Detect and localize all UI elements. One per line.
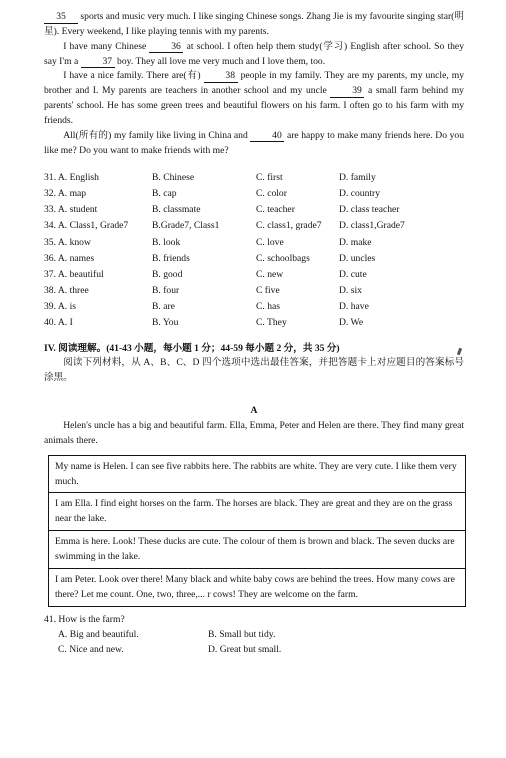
option-row bbox=[44, 315, 464, 331]
option-a: 32. A. map bbox=[44, 188, 87, 200]
option-c: C. has bbox=[256, 300, 280, 312]
paragraph-text: at school. I often help them study(学习) English after school. So they say I'm a bbox=[44, 40, 464, 67]
option-b: B. classmate bbox=[152, 204, 201, 216]
option-row bbox=[44, 267, 464, 283]
option-d: D. make bbox=[339, 236, 372, 248]
option-d: D. country bbox=[339, 188, 381, 200]
option-a: 33. A. student bbox=[44, 204, 98, 216]
option-row bbox=[44, 187, 464, 203]
reading-box-emma: Emma is here. Look! These ducks are cute. The colour of them is brown and black. The seven ducks are swimming in the lake. bbox=[49, 531, 465, 569]
passage-paragraph-4 bbox=[44, 129, 464, 159]
option-c: C. class1, grade7 bbox=[256, 220, 322, 232]
option-a: 39. A. is bbox=[44, 300, 76, 312]
part-label: A bbox=[250, 405, 258, 417]
option-b: B. look bbox=[152, 236, 181, 248]
option-c: C. teacher bbox=[256, 204, 295, 216]
blank-35: 35 bbox=[44, 11, 78, 24]
option-d: D. class1,Grade7 bbox=[339, 220, 405, 232]
option-b: B. Chinese bbox=[152, 172, 195, 184]
section-instruction: 阅读下列材料，从 A、B、C、D 四个选项中选出最佳答案，并把答题卡上对应题目的答案标号涂黑。 bbox=[44, 357, 464, 384]
option-a: 40. A. I bbox=[44, 317, 73, 329]
option-row bbox=[44, 235, 464, 251]
question-41-options-row1 bbox=[44, 627, 464, 643]
paragraph-text: I have many Chinese bbox=[63, 40, 147, 52]
answer-options bbox=[44, 171, 464, 332]
reading-box-ella: I am Ella. I find eight horses on the farm. The horses are black. They are great and they are on the grass near the lake. bbox=[49, 493, 465, 531]
reading-boxes bbox=[48, 455, 466, 607]
option-d: D. uncles bbox=[339, 252, 376, 264]
question-41-option-b: B. Small but tidy. bbox=[208, 628, 276, 640]
option-a: 38. A. three bbox=[44, 284, 89, 296]
option-d: D. six bbox=[339, 284, 362, 296]
option-a: 37. A. beautiful bbox=[44, 268, 104, 280]
part-intro: Helen's uncle has a big and beautiful farm. Ella, Emma, Peter and Helen are there. They find many great animals there. bbox=[44, 419, 464, 446]
option-a: 34. A. Class1, Grade7 bbox=[44, 220, 129, 232]
passage-paragraph-2 bbox=[44, 40, 464, 70]
blank-39: 39 bbox=[330, 85, 364, 98]
option-row bbox=[44, 283, 464, 299]
option-c: C. schoolbags bbox=[256, 252, 310, 264]
blank-36: 36 bbox=[149, 41, 183, 54]
blank-40: 40 bbox=[250, 130, 284, 143]
option-b: B.Grade7, Class1 bbox=[152, 220, 220, 232]
option-b: B. friends bbox=[152, 252, 190, 264]
exam-page bbox=[44, 10, 464, 658]
blank-37: 37 bbox=[81, 56, 115, 69]
question-41-option-c: C. Nice and new. bbox=[58, 644, 124, 656]
option-d: D. We bbox=[339, 317, 364, 329]
paragraph-text: a small farm behind my parents' school. He has some green trees and beautiful flowers on his farm. I often go to his farm with my friends. bbox=[44, 85, 464, 127]
option-a: 31. A. English bbox=[44, 172, 99, 184]
option-row bbox=[44, 219, 464, 235]
question-41-stem: 41. How is the farm? bbox=[44, 613, 125, 625]
paragraph-text: sports and music very much. I like singing Chinese songs. Zhang Jie is my favourite singing star(明星). Every weekend, I like playing tennis with my parents. bbox=[44, 11, 464, 37]
option-row bbox=[44, 203, 464, 219]
paragraph-text: are happy to make many friends here. Do you like me? Do you want to make friends with me? bbox=[44, 129, 465, 156]
reading-box-peter: I am Peter. Look over there! Many black and white baby cows are behind the trees. How many cows are there? Let me count. One, two, three,... r cows! They are welcome on the farm. bbox=[55, 573, 455, 600]
option-row bbox=[44, 171, 464, 187]
option-d: D. class teacher bbox=[339, 204, 400, 216]
option-row bbox=[44, 299, 464, 315]
option-a: 36. A. names bbox=[44, 252, 95, 264]
passage-paragraph-1 bbox=[44, 10, 464, 40]
question-41-options-row2 bbox=[44, 643, 464, 659]
option-row bbox=[44, 251, 464, 267]
option-c: C. love bbox=[256, 236, 284, 248]
blank-38: 38 bbox=[204, 70, 238, 83]
option-c: C. They bbox=[256, 317, 287, 329]
question-41-option-a: A. Big and beautiful. bbox=[58, 628, 139, 640]
paragraph-text: people in my family. They are my parents, my uncle, my brother and I. My parents are teachers in another school and my uncle bbox=[44, 70, 464, 97]
reading-box-helen: My name is Helen. I can see five rabbits here. The rabbits are white. They are very cute. I like them very much. bbox=[49, 456, 465, 494]
option-d: D. family bbox=[339, 172, 376, 184]
paragraph-text: boy. They all love me very much and I love them, too. bbox=[117, 55, 326, 67]
option-b: B. cap bbox=[152, 188, 177, 200]
paragraph-text: I have a nice family. There are(有) bbox=[63, 70, 201, 82]
option-c: C. color bbox=[256, 188, 287, 200]
option-b: B. four bbox=[152, 284, 180, 296]
option-d: D. cute bbox=[339, 268, 367, 280]
option-b: B. You bbox=[152, 317, 179, 329]
option-c: C. new bbox=[256, 268, 284, 280]
option-c: C. first bbox=[256, 172, 283, 184]
option-b: B. good bbox=[152, 268, 183, 280]
option-d: D. have bbox=[339, 300, 369, 312]
option-c: C five bbox=[256, 284, 280, 296]
option-b: B. are bbox=[152, 300, 175, 312]
option-a: 35. A. know bbox=[44, 236, 91, 248]
paragraph-text: All(所有的) my family like living in China and bbox=[63, 129, 248, 141]
section-title: IV. 阅读理解。(41-43 小题，每小题 1 分；44-59 每小题 2 分，共 35 分) bbox=[44, 342, 340, 354]
question-41-option-d: D. Great but small. bbox=[208, 644, 282, 656]
passage-paragraph-3 bbox=[44, 69, 464, 128]
